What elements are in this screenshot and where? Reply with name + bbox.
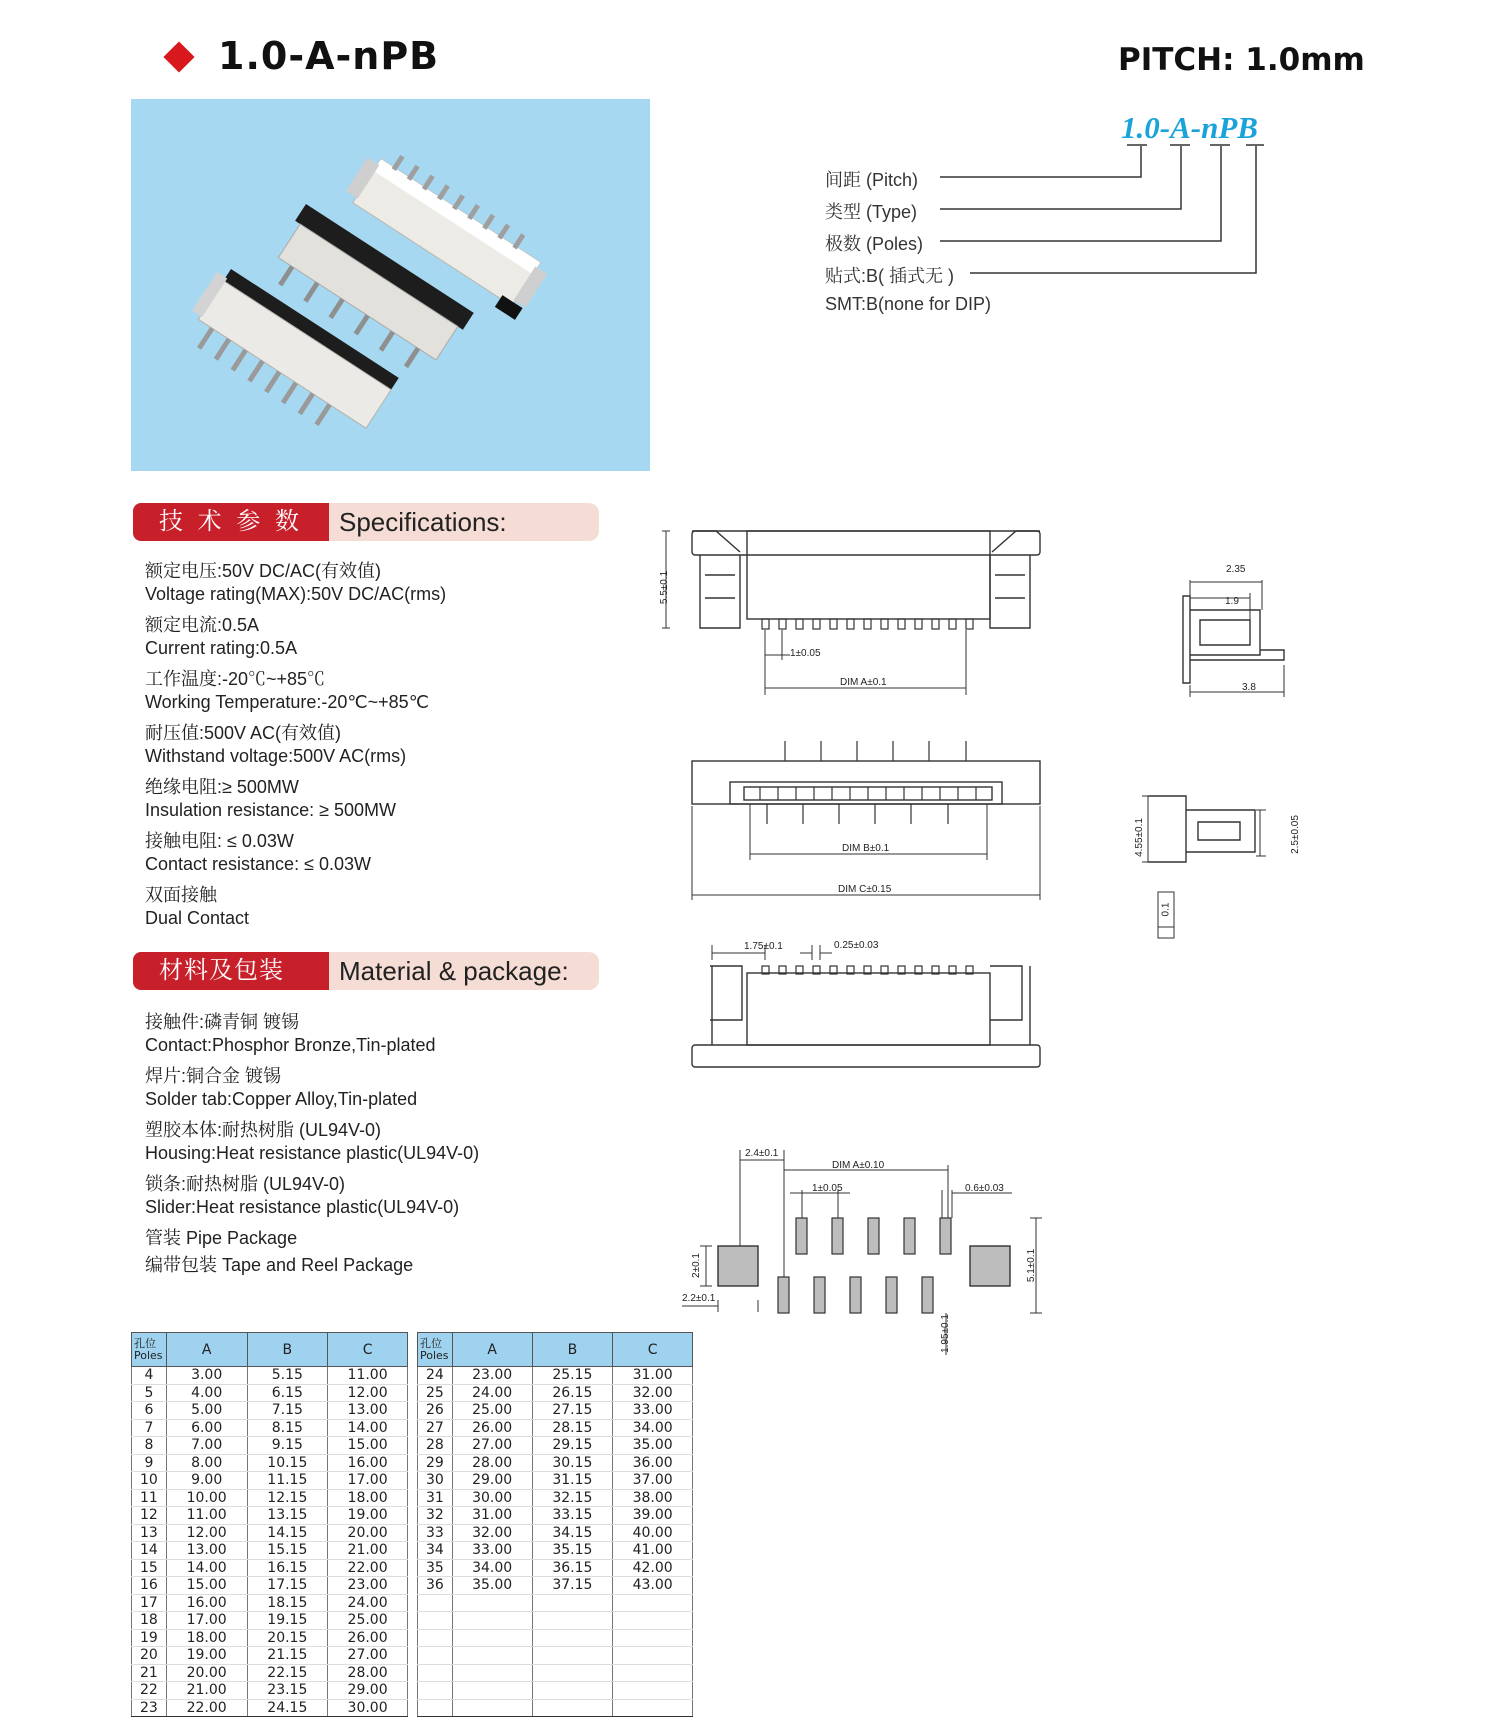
table-cell <box>418 1629 453 1647</box>
table-row <box>132 1542 408 1560</box>
table-row <box>418 1454 693 1472</box>
table-cell: 8 <box>132 1437 167 1455</box>
table-row <box>132 1472 408 1490</box>
spec-line: Contact resistance: ≤ 0.03W <box>145 854 371 874</box>
table-cell: 30.00 <box>452 1489 532 1507</box>
dim-label: 5.5±0.1 <box>659 570 671 605</box>
table-cell <box>532 1612 613 1630</box>
dim-label: 0.6±0.03 <box>965 1183 1004 1194</box>
table-cell: 10.15 <box>247 1454 328 1472</box>
table-row <box>418 1577 693 1595</box>
table-cell: 37.00 <box>613 1472 693 1490</box>
table-cell <box>418 1612 453 1630</box>
table-cell <box>452 1699 532 1717</box>
table-cell: 24.00 <box>452 1384 532 1402</box>
material-line: Slider:Heat resistance plastic(UL94V-0) <box>145 1197 460 1217</box>
material-line: 管装 Pipe Package <box>145 1228 298 1248</box>
dimension-table-left <box>131 1332 408 1717</box>
table-cell <box>613 1647 693 1665</box>
table-cell: 31.00 <box>613 1367 693 1385</box>
table-cell: 22.00 <box>166 1699 247 1717</box>
dimension-table-right <box>417 1332 693 1717</box>
table-cell: 15.15 <box>247 1542 328 1560</box>
dim-label: 1.9 <box>1225 596 1239 607</box>
table-cell: 28.15 <box>532 1419 613 1437</box>
decode-label-poles: 极数 (Poles) <box>825 234 924 254</box>
table-cell: 18 <box>132 1612 167 1630</box>
table-cell: 28.00 <box>328 1664 408 1682</box>
table-cell: 34.00 <box>452 1559 532 1577</box>
table-cell: 32.00 <box>452 1524 532 1542</box>
table-cell: 18.00 <box>328 1489 408 1507</box>
spec-line: Voltage rating(MAX):50V DC/AC(rms) <box>145 584 447 604</box>
table-cell: 12.15 <box>247 1489 328 1507</box>
dim-label: 2.4±0.1 <box>745 1148 779 1159</box>
table-cell: 23 <box>132 1699 167 1717</box>
table-cell: 33.00 <box>613 1402 693 1420</box>
table-cell: 17.15 <box>247 1577 328 1595</box>
front-view-bottom <box>692 945 1040 1067</box>
table-cell: 25.15 <box>532 1367 613 1385</box>
table-cell: 14.00 <box>166 1559 247 1577</box>
table-row <box>418 1699 693 1717</box>
table-cell <box>452 1647 532 1665</box>
table-row <box>418 1472 693 1490</box>
table-cell: 23.15 <box>247 1682 328 1700</box>
table-row <box>132 1699 408 1717</box>
table-row <box>132 1559 408 1577</box>
spec-line: 工作温度:-20℃~+85℃ <box>145 669 326 689</box>
table-cell: 7.00 <box>166 1437 247 1455</box>
table-cell: 38.00 <box>613 1489 693 1507</box>
table-row <box>418 1367 693 1385</box>
table-row <box>132 1367 408 1385</box>
table-row <box>418 1594 693 1612</box>
decode-label-pitch: 间距 (Pitch) <box>825 170 919 190</box>
table-row <box>132 1682 408 1700</box>
table-cell: 41.00 <box>613 1542 693 1560</box>
table-cell <box>532 1682 613 1700</box>
dim-label: 4.55±0.1 <box>1133 818 1145 857</box>
table-cell: 42.00 <box>613 1559 693 1577</box>
table-cell: 20 <box>132 1647 167 1665</box>
table-cell: 33 <box>418 1524 453 1542</box>
table-cell: 10.00 <box>166 1489 247 1507</box>
table-cell: 16.15 <box>247 1559 328 1577</box>
table-cell: 26.00 <box>452 1419 532 1437</box>
table-cell: 35.15 <box>532 1542 613 1560</box>
table-cell: 12.00 <box>166 1524 247 1542</box>
dim-label: 1.95±0.1 <box>939 1314 951 1353</box>
table-cell: 15.00 <box>166 1577 247 1595</box>
table-cell: 35.00 <box>452 1577 532 1595</box>
table-cell: 13.15 <box>247 1507 328 1525</box>
table-cell: 19.00 <box>328 1507 408 1525</box>
dim-label: 5.1±0.1 <box>1026 1248 1038 1283</box>
table-row <box>418 1664 693 1682</box>
table-cell: 27 <box>418 1419 453 1437</box>
part-code: 1.0-A-nPB <box>1121 110 1258 145</box>
table-cell: 9 <box>132 1454 167 1472</box>
table-cell <box>532 1664 613 1682</box>
table-cell: 37.15 <box>532 1577 613 1595</box>
table-cell: 20.15 <box>247 1629 328 1647</box>
table-cell: 9.00 <box>166 1472 247 1490</box>
table-cell: 6.00 <box>166 1419 247 1437</box>
spec-line: Dual Contact <box>145 908 250 928</box>
table-cell: 17 <box>132 1594 167 1612</box>
table-cell: 16.00 <box>328 1454 408 1472</box>
table-header-poles: 孔位 Poles <box>418 1333 453 1367</box>
decode-label-type: 类型 (Type) <box>825 202 918 222</box>
table-cell: 8.15 <box>247 1419 328 1437</box>
table-cell: 28 <box>418 1437 453 1455</box>
table-cell <box>418 1682 453 1700</box>
table-cell: 39.00 <box>613 1507 693 1525</box>
table-cell: 40.00 <box>613 1524 693 1542</box>
material-line: Contact:Phosphor Bronze,Tin-plated <box>145 1035 436 1055</box>
decode-label-dip: SMT:B(none for DIP) <box>825 294 992 314</box>
table-cell: 22 <box>132 1682 167 1700</box>
table-cell: 17.00 <box>328 1472 408 1490</box>
table-cell: 32.15 <box>532 1489 613 1507</box>
table-cell: 26.00 <box>328 1629 408 1647</box>
table-row <box>132 1664 408 1682</box>
table-cell: 16 <box>132 1577 167 1595</box>
table-row <box>132 1384 408 1402</box>
spec-line: 接触电阻: ≤ 0.03W <box>145 831 294 851</box>
table-cell <box>532 1699 613 1717</box>
table-cell: 25.00 <box>452 1402 532 1420</box>
table-row <box>132 1489 408 1507</box>
table-cell: 7 <box>132 1419 167 1437</box>
material-title-cn: 材料及包装 <box>133 952 329 990</box>
table-cell <box>452 1594 532 1612</box>
spec-line: 双面接触 <box>145 885 217 905</box>
table-row <box>418 1507 693 1525</box>
table-cell: 5 <box>132 1384 167 1402</box>
table-cell: 29.00 <box>328 1682 408 1700</box>
material-title-en: Material & package: <box>329 952 599 990</box>
table-cell: 18.15 <box>247 1594 328 1612</box>
table-cell: 27.00 <box>452 1437 532 1455</box>
spec-line: Current rating:0.5A <box>145 638 298 658</box>
spec-line: Insulation resistance: ≥ 500MW <box>145 800 396 820</box>
table-row <box>418 1524 693 1542</box>
table-cell <box>613 1594 693 1612</box>
table-header-a: A <box>166 1333 247 1367</box>
table-cell: 20.00 <box>166 1664 247 1682</box>
dim-label: 2.2±0.1 <box>682 1293 716 1304</box>
table-cell: 30 <box>418 1472 453 1490</box>
spec-line: 耐压值:500V AC(有效值) <box>145 723 342 743</box>
dim-label: DIM A±0.1 <box>840 677 887 688</box>
table-row <box>132 1419 408 1437</box>
table-cell: 22.00 <box>328 1559 408 1577</box>
table-cell: 13.00 <box>166 1542 247 1560</box>
table-cell <box>418 1647 453 1665</box>
table-row <box>418 1559 693 1577</box>
table-cell: 29.00 <box>452 1472 532 1490</box>
side-view-middle <box>1142 796 1266 938</box>
table-row <box>132 1507 408 1525</box>
table-cell: 11.00 <box>328 1367 408 1385</box>
material-line: 塑胶本体:耐热树脂 (UL94V-0) <box>145 1120 382 1140</box>
table-cell <box>452 1612 532 1630</box>
table-cell: 19.15 <box>247 1612 328 1630</box>
table-row <box>132 1594 408 1612</box>
table-cell: 17.00 <box>166 1612 247 1630</box>
table-cell: 19 <box>132 1629 167 1647</box>
spec-line: Working Temperature:-20℃~+85℃ <box>145 692 429 712</box>
table-cell: 23.00 <box>328 1577 408 1595</box>
table-header-b: B <box>247 1333 328 1367</box>
table-row <box>132 1577 408 1595</box>
table-header-a: A <box>452 1333 532 1367</box>
table-row <box>132 1629 408 1647</box>
table-cell: 16.00 <box>166 1594 247 1612</box>
table-cell <box>452 1629 532 1647</box>
material-line: Solder tab:Copper Alloy,Tin-plated <box>145 1089 418 1109</box>
table-cell: 14.00 <box>328 1419 408 1437</box>
table-cell <box>532 1629 613 1647</box>
dim-label: DIM C±0.15 <box>838 884 892 895</box>
material-line: 接触件:磷青铜 镀锡 <box>145 1012 300 1032</box>
table-cell: 14 <box>132 1542 167 1560</box>
table-cell: 13 <box>132 1524 167 1542</box>
table-cell: 22.15 <box>247 1664 328 1682</box>
table-cell <box>613 1699 693 1717</box>
table-cell: 10 <box>132 1472 167 1490</box>
table-cell: 5.00 <box>166 1402 247 1420</box>
table-cell: 9.15 <box>247 1437 328 1455</box>
table-cell: 7.15 <box>247 1402 328 1420</box>
table-cell: 26 <box>418 1402 453 1420</box>
material-line: Housing:Heat resistance plastic(UL94V-0) <box>145 1143 480 1163</box>
table-cell: 31 <box>418 1489 453 1507</box>
spec-line: 额定电流:0.5A <box>145 615 260 635</box>
material-line: 编带包装 Tape and Reel Package <box>145 1255 414 1275</box>
front-view-top <box>662 531 1040 695</box>
specifications-title-en: Specifications: <box>329 503 599 541</box>
table-row <box>132 1437 408 1455</box>
table-cell <box>418 1699 453 1717</box>
table-cell: 14.15 <box>247 1524 328 1542</box>
table-cell: 15 <box>132 1559 167 1577</box>
pcb-footprint <box>682 1150 1042 1355</box>
table-cell: 30.15 <box>532 1454 613 1472</box>
table-cell: 11.15 <box>247 1472 328 1490</box>
table-cell: 43.00 <box>613 1577 693 1595</box>
table-row <box>418 1542 693 1560</box>
table-cell: 34.15 <box>532 1524 613 1542</box>
table-row <box>132 1612 408 1630</box>
table-cell <box>613 1629 693 1647</box>
table-cell: 6.15 <box>247 1384 328 1402</box>
table-cell <box>452 1664 532 1682</box>
table-cell: 29.15 <box>532 1437 613 1455</box>
dim-label: 2.5±0.05 <box>1289 815 1301 854</box>
table-cell: 8.00 <box>166 1454 247 1472</box>
table-cell: 23.00 <box>452 1367 532 1385</box>
table-cell: 15.00 <box>328 1437 408 1455</box>
table-cell: 25 <box>418 1384 453 1402</box>
table-cell <box>613 1682 693 1700</box>
table-cell: 18.00 <box>166 1629 247 1647</box>
table-cell: 24 <box>418 1367 453 1385</box>
table-cell: 12 <box>132 1507 167 1525</box>
table-cell: 27.00 <box>328 1647 408 1665</box>
table-row <box>418 1629 693 1647</box>
table-cell: 5.15 <box>247 1367 328 1385</box>
table-cell: 13.00 <box>328 1402 408 1420</box>
table-cell: 27.15 <box>532 1402 613 1420</box>
front-view-middle <box>692 741 1040 900</box>
table-row <box>132 1647 408 1665</box>
dim-label: DIM A±0.10 <box>832 1160 885 1171</box>
table-cell: 36.15 <box>532 1559 613 1577</box>
table-header-b: B <box>532 1333 613 1367</box>
material-line: 锁条:耐热树脂 (UL94V-0) <box>145 1174 346 1194</box>
table-cell: 34 <box>418 1542 453 1560</box>
table-cell: 4.00 <box>166 1384 247 1402</box>
table-header-c: C <box>328 1333 408 1367</box>
table-cell: 19.00 <box>166 1647 247 1665</box>
pitch-label: PITCH: 1.0mm <box>1118 42 1365 78</box>
dim-label: 0.25±0.03 <box>834 940 879 951</box>
spec-line: Withstand voltage:500V AC(rms) <box>145 746 407 766</box>
table-cell: 12.00 <box>328 1384 408 1402</box>
table-cell: 34.00 <box>613 1419 693 1437</box>
table-cell <box>532 1594 613 1612</box>
spec-line: 额定电压:50V DC/AC(有效值) <box>145 561 382 581</box>
table-cell: 28.00 <box>452 1454 532 1472</box>
table-cell: 33.00 <box>452 1542 532 1560</box>
table-cell <box>418 1594 453 1612</box>
page-title: 1.0-A-nPB <box>218 34 440 78</box>
table-cell: 36 <box>418 1577 453 1595</box>
table-row <box>132 1454 408 1472</box>
table-row <box>418 1682 693 1700</box>
table-cell: 21.00 <box>166 1682 247 1700</box>
table-cell: 35 <box>418 1559 453 1577</box>
specifications-title-cn: 技 术 参 数 <box>133 503 329 541</box>
table-cell: 31.15 <box>532 1472 613 1490</box>
table-cell <box>613 1664 693 1682</box>
table-row <box>418 1647 693 1665</box>
table-cell: 21.00 <box>328 1542 408 1560</box>
table-cell <box>418 1664 453 1682</box>
table-cell: 35.00 <box>613 1437 693 1455</box>
table-row <box>132 1524 408 1542</box>
spec-line: 绝缘电阻:≥ 500MW <box>145 777 299 797</box>
table-cell: 32 <box>418 1507 453 1525</box>
table-cell <box>452 1682 532 1700</box>
dim-label: 2.35 <box>1226 564 1246 575</box>
table-cell: 21 <box>132 1664 167 1682</box>
table-cell <box>532 1647 613 1665</box>
dim-label: 3.8 <box>1242 682 1256 693</box>
material-line: 焊片:铜合金 镀锡 <box>145 1066 282 1086</box>
table-cell: 29 <box>418 1454 453 1472</box>
table-row <box>418 1419 693 1437</box>
dim-label: 1±0.05 <box>812 1183 843 1194</box>
dim-label: 1.75±0.1 <box>744 941 783 952</box>
dim-label: 2±0.1 <box>690 1253 702 1278</box>
table-header-c: C <box>613 1333 693 1367</box>
table-cell: 32.00 <box>613 1384 693 1402</box>
table-cell: 25.00 <box>328 1612 408 1630</box>
decode-label-smt: 贴式:B( 插式无 ) <box>825 266 954 286</box>
dim-label: 0.1 <box>1160 902 1172 917</box>
table-cell: 11.00 <box>166 1507 247 1525</box>
table-cell: 36.00 <box>613 1454 693 1472</box>
table-cell: 31.00 <box>452 1507 532 1525</box>
table-cell: 24.00 <box>328 1594 408 1612</box>
table-row <box>418 1612 693 1630</box>
table-cell: 11 <box>132 1489 167 1507</box>
dim-label: 1±0.05 <box>790 648 821 659</box>
table-cell: 33.15 <box>532 1507 613 1525</box>
dim-label: DIM B±0.1 <box>842 843 890 854</box>
table-row <box>132 1402 408 1420</box>
table-cell: 3.00 <box>166 1367 247 1385</box>
table-row <box>418 1384 693 1402</box>
table-row <box>418 1489 693 1507</box>
table-row <box>418 1402 693 1420</box>
table-header-poles: 孔位 Poles <box>132 1333 167 1367</box>
table-cell <box>613 1612 693 1630</box>
table-cell: 30.00 <box>328 1699 408 1717</box>
table-row <box>418 1437 693 1455</box>
table-cell: 4 <box>132 1367 167 1385</box>
table-cell: 6 <box>132 1402 167 1420</box>
table-cell: 24.15 <box>247 1699 328 1717</box>
table-cell: 20.00 <box>328 1524 408 1542</box>
table-cell: 21.15 <box>247 1647 328 1665</box>
table-cell: 26.15 <box>532 1384 613 1402</box>
